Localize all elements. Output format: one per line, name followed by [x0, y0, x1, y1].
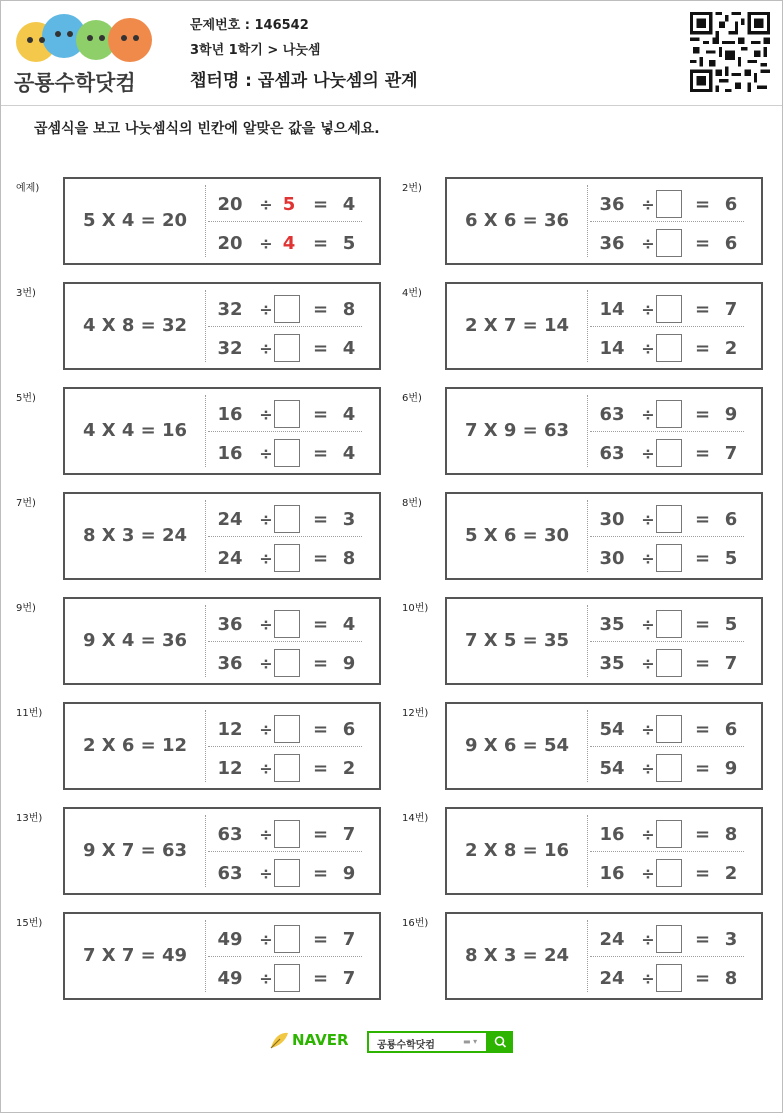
- division-equation: [215, 715, 365, 745]
- quotient: 3: [724, 929, 738, 950]
- problem-box: [445, 912, 763, 1000]
- divide-sign: ÷: [259, 759, 273, 778]
- quotient: 6: [724, 719, 738, 740]
- quotient: 7: [342, 824, 356, 845]
- divide-sign: ÷: [259, 339, 273, 358]
- division-equation: [215, 925, 365, 955]
- equals-sign: =: [695, 653, 711, 674]
- problem-box: [63, 597, 381, 685]
- problem-label: 예제): [16, 183, 40, 194]
- problem-label: 12번): [402, 708, 429, 719]
- dividend: 12: [217, 758, 243, 779]
- vertical-divider: [205, 815, 206, 887]
- answer-blank-box[interactable]: [656, 190, 682, 218]
- answer-blank-box[interactable]: [656, 754, 682, 782]
- naver-search-button[interactable]: [488, 1031, 513, 1053]
- multiplication-equation: 9 X 6 = 54: [464, 735, 570, 756]
- problem-label: 7번): [16, 498, 36, 509]
- equals-sign: =: [695, 968, 711, 989]
- divide-sign: ÷: [641, 234, 655, 253]
- division-equation: [215, 649, 365, 679]
- chapter-title: 챕터명 : 곱셈과 나눗셈의 관계: [190, 71, 418, 91]
- horizontal-divider: [208, 641, 362, 642]
- vertical-divider: [205, 395, 206, 467]
- dividend: 24: [217, 548, 243, 569]
- division-equation: [215, 610, 365, 640]
- division-equation: [597, 925, 747, 955]
- dividend: 63: [599, 404, 625, 425]
- division-equation: [597, 544, 747, 574]
- equals-sign: =: [695, 548, 711, 569]
- answer-blank-box[interactable]: [274, 400, 300, 428]
- quotient: 5: [724, 548, 738, 569]
- divide-sign: ÷: [259, 405, 273, 424]
- multiplication-equation: 9 X 7 = 63: [82, 840, 188, 861]
- equals-sign: =: [313, 614, 329, 635]
- quotient: 3: [342, 509, 356, 530]
- answer-value: 4: [282, 233, 296, 254]
- answer-value: 5: [282, 194, 296, 215]
- answer-blank-box[interactable]: [656, 649, 682, 677]
- answer-blank-box[interactable]: [656, 439, 682, 467]
- division-equation: [215, 439, 365, 469]
- divide-sign: ÷: [641, 615, 655, 634]
- dividend: 63: [217, 863, 243, 884]
- equals-sign: =: [313, 968, 329, 989]
- header-divider: [1, 105, 782, 106]
- equals-sign: =: [695, 614, 711, 635]
- division-equation: [215, 505, 365, 535]
- divide-sign: ÷: [641, 339, 655, 358]
- equals-sign: =: [695, 929, 711, 950]
- dividend: 20: [217, 233, 243, 254]
- vertical-divider: [587, 395, 588, 467]
- problem-label: 4번): [402, 288, 422, 299]
- dividend: 14: [599, 299, 625, 320]
- equals-sign: =: [695, 404, 711, 425]
- answer-blank-box[interactable]: [274, 820, 300, 848]
- problem-number: 문제번호 : 146542: [190, 18, 309, 33]
- vertical-divider: [587, 500, 588, 572]
- vertical-divider: [587, 290, 588, 362]
- quotient: 4: [342, 443, 356, 464]
- answer-blank-box[interactable]: [656, 505, 682, 533]
- divide-sign: ÷: [259, 195, 273, 214]
- dividend: 36: [217, 653, 243, 674]
- quotient: 7: [724, 299, 738, 320]
- horizontal-divider: [590, 641, 744, 642]
- division-equation: [215, 859, 365, 889]
- answer-blank-box[interactable]: [274, 505, 300, 533]
- answer-blank-box[interactable]: [656, 925, 682, 953]
- search-query-text: 공룡수학닷컴: [377, 1040, 435, 1051]
- answer-blank-box[interactable]: [656, 229, 682, 257]
- division-equation: [215, 295, 365, 325]
- multiplication-equation: 2 X 7 = 14: [464, 315, 570, 336]
- multiplication-equation: 4 X 8 = 32: [82, 315, 188, 336]
- horizontal-divider: [208, 956, 362, 957]
- answer-blank-box[interactable]: [274, 295, 300, 323]
- divide-sign: ÷: [641, 969, 655, 988]
- equals-sign: =: [313, 758, 329, 779]
- division-equation: [597, 859, 747, 889]
- equals-sign: =: [695, 338, 711, 359]
- dividend: 24: [217, 509, 243, 530]
- quotient: 7: [724, 653, 738, 674]
- answer-blank-box[interactable]: [656, 859, 682, 887]
- divide-sign: ÷: [259, 930, 273, 949]
- horizontal-divider: [208, 536, 362, 537]
- problem-box: [445, 282, 763, 370]
- answer-blank-box[interactable]: [274, 715, 300, 743]
- problem-box: [445, 702, 763, 790]
- divide-sign: ÷: [641, 720, 655, 739]
- dividend: 36: [599, 194, 625, 215]
- multiplication-equation: 8 X 3 = 24: [464, 945, 570, 966]
- horizontal-divider: [590, 956, 744, 957]
- divide-sign: ÷: [641, 510, 655, 529]
- quotient: 5: [724, 614, 738, 635]
- answer-blank-box[interactable]: [274, 334, 300, 362]
- dividend: 12: [217, 719, 243, 740]
- problem-label: 8번): [402, 498, 422, 509]
- equals-sign: =: [695, 863, 711, 884]
- horizontal-divider: [208, 431, 362, 432]
- problem-label: 6번): [402, 393, 422, 404]
- division-equation: [597, 649, 747, 679]
- vertical-divider: [205, 920, 206, 992]
- problem-box: [445, 492, 763, 580]
- keyboard-icon: ▬ ▾: [463, 1037, 478, 1046]
- quotient: 2: [724, 338, 738, 359]
- horizontal-divider: [208, 851, 362, 852]
- answer-blank-box[interactable]: [656, 334, 682, 362]
- problem-label: 9번): [16, 603, 36, 614]
- divide-sign: ÷: [641, 654, 655, 673]
- multiplication-equation: 2 X 6 = 12: [82, 735, 188, 756]
- equals-sign: =: [313, 653, 329, 674]
- vertical-divider: [587, 920, 588, 992]
- quotient: 8: [342, 299, 356, 320]
- answer-blank-box[interactable]: [274, 544, 300, 572]
- horizontal-divider: [590, 746, 744, 747]
- equals-sign: =: [313, 443, 329, 464]
- grade-breadcrumb: 3학년 1학기 > 나눗셈: [190, 43, 321, 58]
- problem-box: [445, 807, 763, 895]
- problem-box: [63, 492, 381, 580]
- answer-blank-box[interactable]: [656, 610, 682, 638]
- divide-sign: ÷: [259, 444, 273, 463]
- horizontal-divider: [208, 326, 362, 327]
- multiplication-equation: 8 X 3 = 24: [82, 525, 188, 546]
- quotient: 8: [342, 548, 356, 569]
- problem-label: 3번): [16, 288, 36, 299]
- dividend: 63: [217, 824, 243, 845]
- equals-sign: =: [313, 509, 329, 530]
- problem-box: [63, 702, 381, 790]
- quotient: 4: [342, 338, 356, 359]
- divide-sign: ÷: [259, 510, 273, 529]
- division-equation: [597, 715, 747, 745]
- dividend: 54: [599, 758, 625, 779]
- problem-label: 15번): [16, 918, 43, 929]
- vertical-divider: [205, 500, 206, 572]
- equals-sign: =: [695, 509, 711, 530]
- divide-sign: ÷: [259, 825, 273, 844]
- problem-label: 5번): [16, 393, 36, 404]
- quotient: 9: [342, 863, 356, 884]
- division-equation: [597, 610, 747, 640]
- multiplication-equation: 5 X 4 = 20: [82, 210, 188, 231]
- answer-blank-box[interactable]: [656, 715, 682, 743]
- divide-sign: ÷: [641, 444, 655, 463]
- site-logo-text: 공룡수학닷컴: [14, 71, 136, 95]
- divide-sign: ÷: [641, 864, 655, 883]
- equals-sign: =: [313, 824, 329, 845]
- problem-label: 10번): [402, 603, 429, 614]
- answer-blank-box[interactable]: [274, 610, 300, 638]
- vertical-divider: [205, 605, 206, 677]
- dividend: 16: [599, 824, 625, 845]
- divide-sign: ÷: [641, 825, 655, 844]
- divide-sign: ÷: [641, 930, 655, 949]
- answer-blank-box[interactable]: [656, 964, 682, 992]
- vertical-divider: [205, 290, 206, 362]
- vertical-divider: [587, 815, 588, 887]
- vertical-divider: [587, 185, 588, 257]
- horizontal-divider: [590, 536, 744, 537]
- naver-search-input[interactable]: [367, 1031, 488, 1053]
- divide-sign: ÷: [259, 300, 273, 319]
- problem-box: [63, 912, 381, 1000]
- multiplication-equation: 5 X 6 = 30: [464, 525, 570, 546]
- quotient: 6: [724, 509, 738, 530]
- problem-box: [445, 597, 763, 685]
- horizontal-divider: [590, 851, 744, 852]
- problem-box: [445, 387, 763, 475]
- dividend: 24: [599, 968, 625, 989]
- dividend: 30: [599, 509, 625, 530]
- answer-blank-box[interactable]: [274, 925, 300, 953]
- quotient: 5: [342, 233, 356, 254]
- divide-sign: ÷: [641, 549, 655, 568]
- division-equation: [215, 754, 365, 784]
- division-equation: [215, 964, 365, 994]
- equals-sign: =: [313, 299, 329, 320]
- dividend: 20: [217, 194, 243, 215]
- vertical-divider: [205, 185, 206, 257]
- dividend: 24: [599, 929, 625, 950]
- dividend: 14: [599, 338, 625, 359]
- divide-sign: ÷: [641, 759, 655, 778]
- answer-blank-box[interactable]: [656, 400, 682, 428]
- quotient: 6: [724, 194, 738, 215]
- division-equation: [597, 334, 747, 364]
- division-equation: [597, 820, 747, 850]
- answer-blank-box[interactable]: [274, 754, 300, 782]
- dividend: 54: [599, 719, 625, 740]
- divide-sign: ÷: [259, 720, 273, 739]
- problem-box: [63, 282, 381, 370]
- division-equation: [215, 400, 365, 430]
- quotient: 8: [724, 968, 738, 989]
- problem-box: [63, 177, 381, 265]
- quotient: 6: [342, 719, 356, 740]
- naver-leaf-icon: [268, 1030, 290, 1052]
- problem-box: [63, 387, 381, 475]
- multiplication-equation: 7 X 7 = 49: [82, 945, 188, 966]
- answer-blank-box[interactable]: [274, 439, 300, 467]
- equals-sign: =: [313, 548, 329, 569]
- vertical-divider: [587, 605, 588, 677]
- quotient: 9: [724, 758, 738, 779]
- horizontal-divider: [208, 221, 362, 222]
- equals-sign: =: [695, 299, 711, 320]
- divide-sign: ÷: [641, 405, 655, 424]
- division-equation: [597, 505, 747, 535]
- problem-box: [63, 807, 381, 895]
- equals-sign: =: [695, 233, 711, 254]
- answer-blank-box[interactable]: [274, 649, 300, 677]
- divide-sign: ÷: [259, 615, 273, 634]
- divide-sign: ÷: [259, 969, 273, 988]
- quotient: 7: [342, 968, 356, 989]
- problem-box: [445, 177, 763, 265]
- multiplication-equation: 7 X 5 = 35: [464, 630, 570, 651]
- divide-sign: ÷: [641, 300, 655, 319]
- problem-label: 16번): [402, 918, 429, 929]
- dividend: 36: [599, 233, 625, 254]
- equals-sign: =: [313, 233, 329, 254]
- horizontal-divider: [208, 746, 362, 747]
- division-equation: [597, 439, 747, 469]
- divide-sign: ÷: [259, 864, 273, 883]
- horizontal-divider: [590, 326, 744, 327]
- quotient: 7: [724, 443, 738, 464]
- dividend: 16: [217, 404, 243, 425]
- quotient: 7: [342, 929, 356, 950]
- answer-blank-box[interactable]: [274, 859, 300, 887]
- division-equation: [215, 190, 365, 220]
- problem-label: 13번): [16, 813, 43, 824]
- equals-sign: =: [313, 194, 329, 215]
- quotient: 4: [342, 614, 356, 635]
- problem-label: 14번): [402, 813, 429, 824]
- answer-blank-box[interactable]: [274, 964, 300, 992]
- equals-sign: =: [313, 338, 329, 359]
- dividend: 30: [599, 548, 625, 569]
- horizontal-divider: [590, 431, 744, 432]
- multiplication-equation: 4 X 4 = 16: [82, 420, 188, 441]
- division-equation: [597, 190, 747, 220]
- equals-sign: =: [695, 443, 711, 464]
- equals-sign: =: [695, 194, 711, 215]
- divide-sign: ÷: [259, 549, 273, 568]
- quotient: 9: [342, 653, 356, 674]
- problem-label: 2번): [402, 183, 422, 194]
- problem-label: 11번): [16, 708, 43, 719]
- quotient: 6: [724, 233, 738, 254]
- naver-logo: NAVER: [292, 1031, 349, 1049]
- search-icon: [488, 1031, 513, 1053]
- divide-sign: ÷: [259, 234, 273, 253]
- divide-sign: ÷: [641, 195, 655, 214]
- equals-sign: =: [695, 719, 711, 740]
- dividend: 16: [217, 443, 243, 464]
- answer-blank-box[interactable]: [656, 295, 682, 323]
- division-equation: [597, 229, 747, 259]
- quotient: 4: [342, 194, 356, 215]
- division-equation: [597, 400, 747, 430]
- equals-sign: =: [313, 929, 329, 950]
- answer-blank-box[interactable]: [656, 544, 682, 572]
- quotient: 8: [724, 824, 738, 845]
- dividend: 63: [599, 443, 625, 464]
- division-equation: [215, 229, 365, 259]
- dividend: 32: [217, 338, 243, 359]
- quotient: 2: [724, 863, 738, 884]
- division-equation: [597, 295, 747, 325]
- dividend: 32: [217, 299, 243, 320]
- qr-code-icon: [690, 12, 770, 92]
- dividend: 16: [599, 863, 625, 884]
- horizontal-divider: [590, 221, 744, 222]
- multiplication-equation: 6 X 6 = 36: [464, 210, 570, 231]
- vertical-divider: [205, 710, 206, 782]
- equals-sign: =: [695, 758, 711, 779]
- site-logo: [10, 6, 178, 98]
- multiplication-equation: 2 X 8 = 16: [464, 840, 570, 861]
- multiplication-equation: 7 X 9 = 63: [464, 420, 570, 441]
- multiplication-equation: 9 X 4 = 36: [82, 630, 188, 651]
- quotient: 2: [342, 758, 356, 779]
- instruction-text: 곱셈식을 보고 나눗셈식의 빈칸에 알맞은 값을 넣으세요.: [34, 121, 380, 137]
- division-equation: [215, 820, 365, 850]
- dividend: 49: [217, 929, 243, 950]
- answer-blank-box[interactable]: [656, 820, 682, 848]
- vertical-divider: [587, 710, 588, 782]
- dividend: 49: [217, 968, 243, 989]
- quotient: 9: [724, 404, 738, 425]
- division-equation: [215, 334, 365, 364]
- equals-sign: =: [313, 404, 329, 425]
- dividend: 35: [599, 653, 625, 674]
- equals-sign: =: [695, 824, 711, 845]
- dividend: 36: [217, 614, 243, 635]
- dividend: 35: [599, 614, 625, 635]
- equals-sign: =: [313, 719, 329, 740]
- equals-sign: =: [313, 863, 329, 884]
- division-equation: [597, 754, 747, 784]
- divide-sign: ÷: [259, 654, 273, 673]
- division-equation: [597, 964, 747, 994]
- division-equation: [215, 544, 365, 574]
- quotient: 4: [342, 404, 356, 425]
